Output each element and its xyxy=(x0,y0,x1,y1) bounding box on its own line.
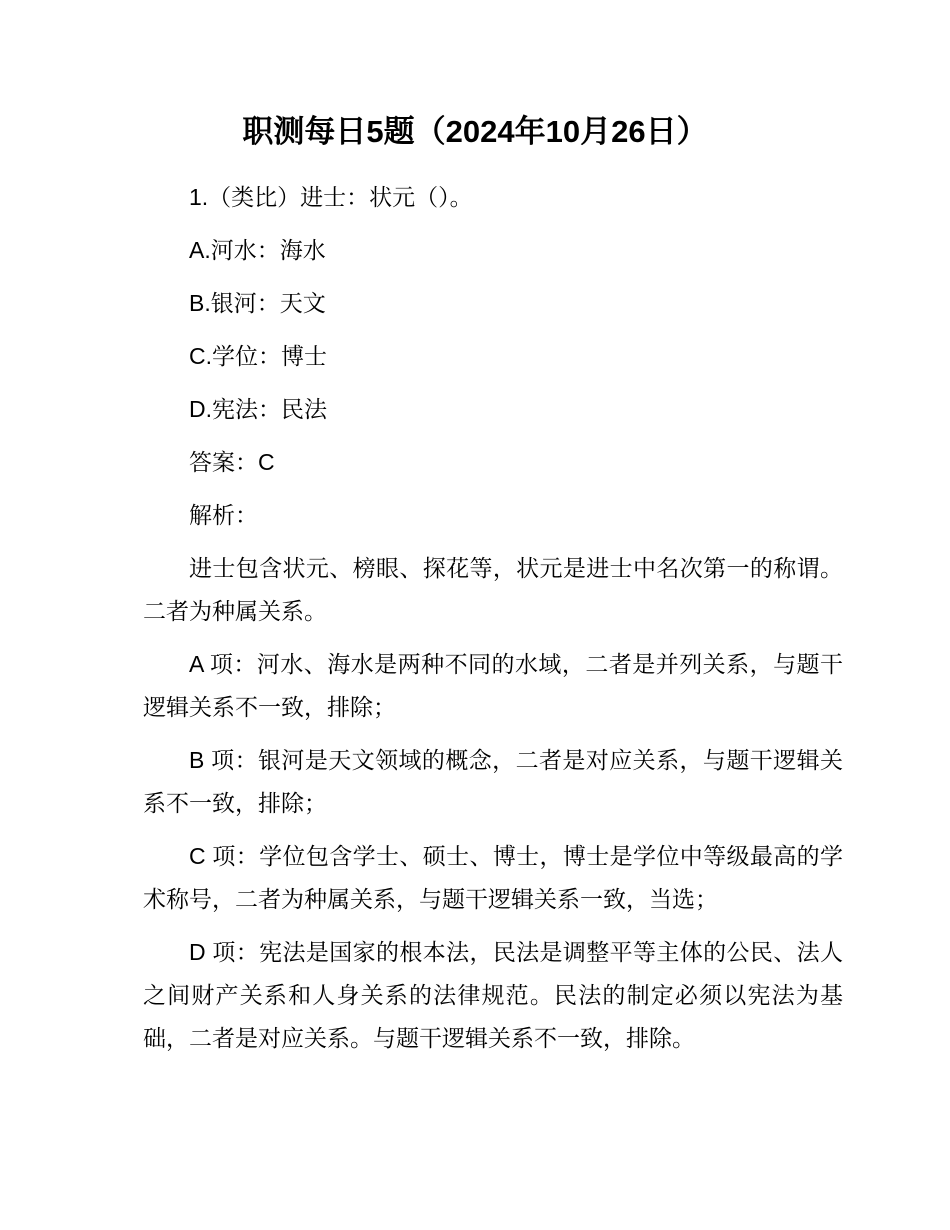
analysis-paragraph-stem: 进士包含状元、榜眼、探花等，状元是进士中名次第一的称谓。二者为种属关系。 xyxy=(143,555,843,624)
question-text: 1.（类比）进士：状元（）。 xyxy=(189,184,473,210)
option-d: D.宪法：民法 xyxy=(189,396,327,422)
option-a: A.河水：海水 xyxy=(189,237,326,263)
analysis-paragraph-b: B 项：银河是天文领域的概念，二者是对应关系，与题干逻辑关系不一致，排除； xyxy=(143,747,843,816)
answer-line: 答案：C xyxy=(189,449,275,475)
analysis-paragraph-d: D 项：宪法是国家的根本法，民法是调整平等主体的公民、法人之间财产关系和人身关系的法律规范。民法的制定必须以宪法为基础，二者是对应关系。与题干逻辑关系不一致，排除。 xyxy=(143,939,843,1051)
analysis-label: 解析： xyxy=(189,502,258,528)
option-c: C.学位：博士 xyxy=(189,343,327,369)
analysis-paragraph-c: C 项：学位包含学士、硕士、博士，博士是学位中等级最高的学术称号，二者为种属关系，与题干逻辑关系一致，当选； xyxy=(143,843,843,912)
document-title: 职测每日5题（2024年10月26日） xyxy=(242,114,708,149)
option-b: B.银河：天文 xyxy=(189,290,326,316)
analysis-paragraph-a: A 项：河水、海水是两种不同的水域，二者是并列关系，与题干逻辑关系不一致，排除； xyxy=(143,651,843,720)
